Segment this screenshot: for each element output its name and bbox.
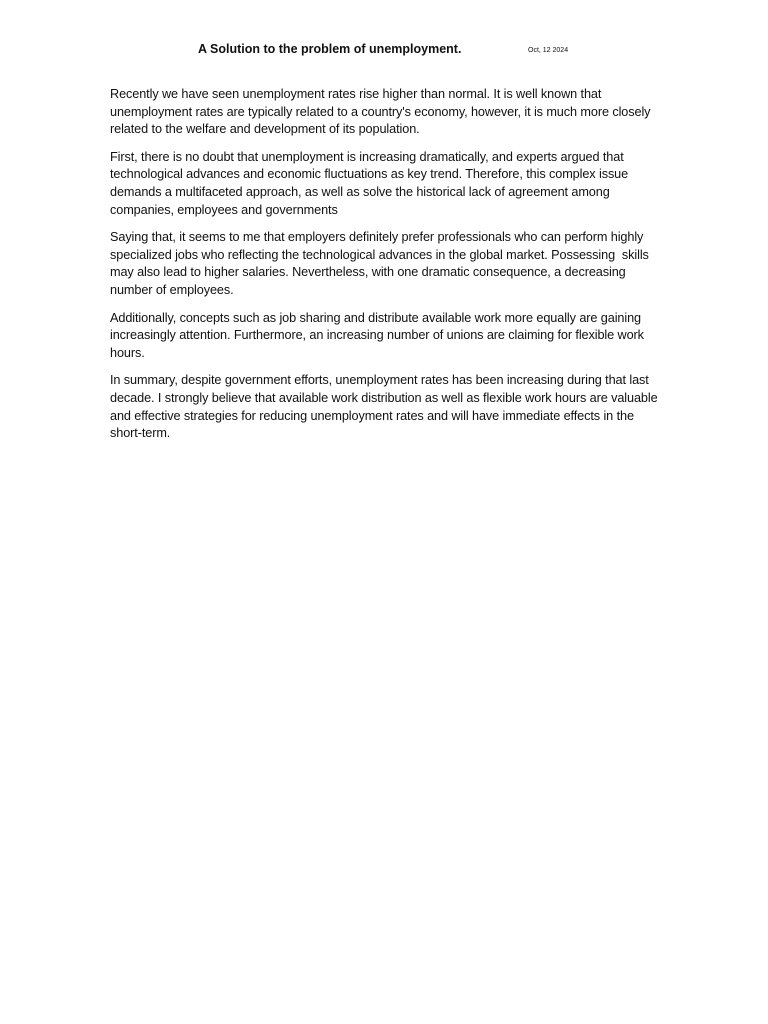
paragraph-5: In summary, despite government efforts, unemployment rates has been increasing during that last decade. I strongly believe that available work distribution as well as flexible work hours are valuable and effective strategies for reducing unemployment rates and will have immediate effects in the short-term. (110, 373, 661, 441)
document-body (110, 86, 662, 453)
paragraph-2: First, there is no doubt that unemployment is increasing dramatically, and experts argued that technological advances and economic fluctuations as key trend. Therefore, this complex issue demands a multifaceted approach, as well as solve the historical lack of agreement among companies, employees and governments (110, 149, 632, 217)
paragraph-3: Saying that, it seems to me that employers definitely prefer professionals who can perform highly specialized jobs who reflecting the technological advances in the global market. Possessing skills may also lead to higher salaries. Nevertheless, with one dramatic consequence, a decreasing number of employees. (110, 230, 653, 297)
document-date: Oct, 12 2024 (528, 47, 569, 54)
document-header (110, 42, 658, 62)
paragraph-1: Recently we have seen unemployment rates rise higher than normal. It is well known that unemployment rates are typically related to a country's economy, however, it is much more closely related to the welfare and development of its population. (110, 87, 654, 137)
paragraph-4: Additionally, concepts such as job sharing and distribute available work more equally are gaining increasingly attention. Furthermore, an increasing number of unions are claiming for flexible work hours. (110, 310, 648, 360)
document-title: A Solution to the problem of unemployment. (198, 42, 462, 56)
